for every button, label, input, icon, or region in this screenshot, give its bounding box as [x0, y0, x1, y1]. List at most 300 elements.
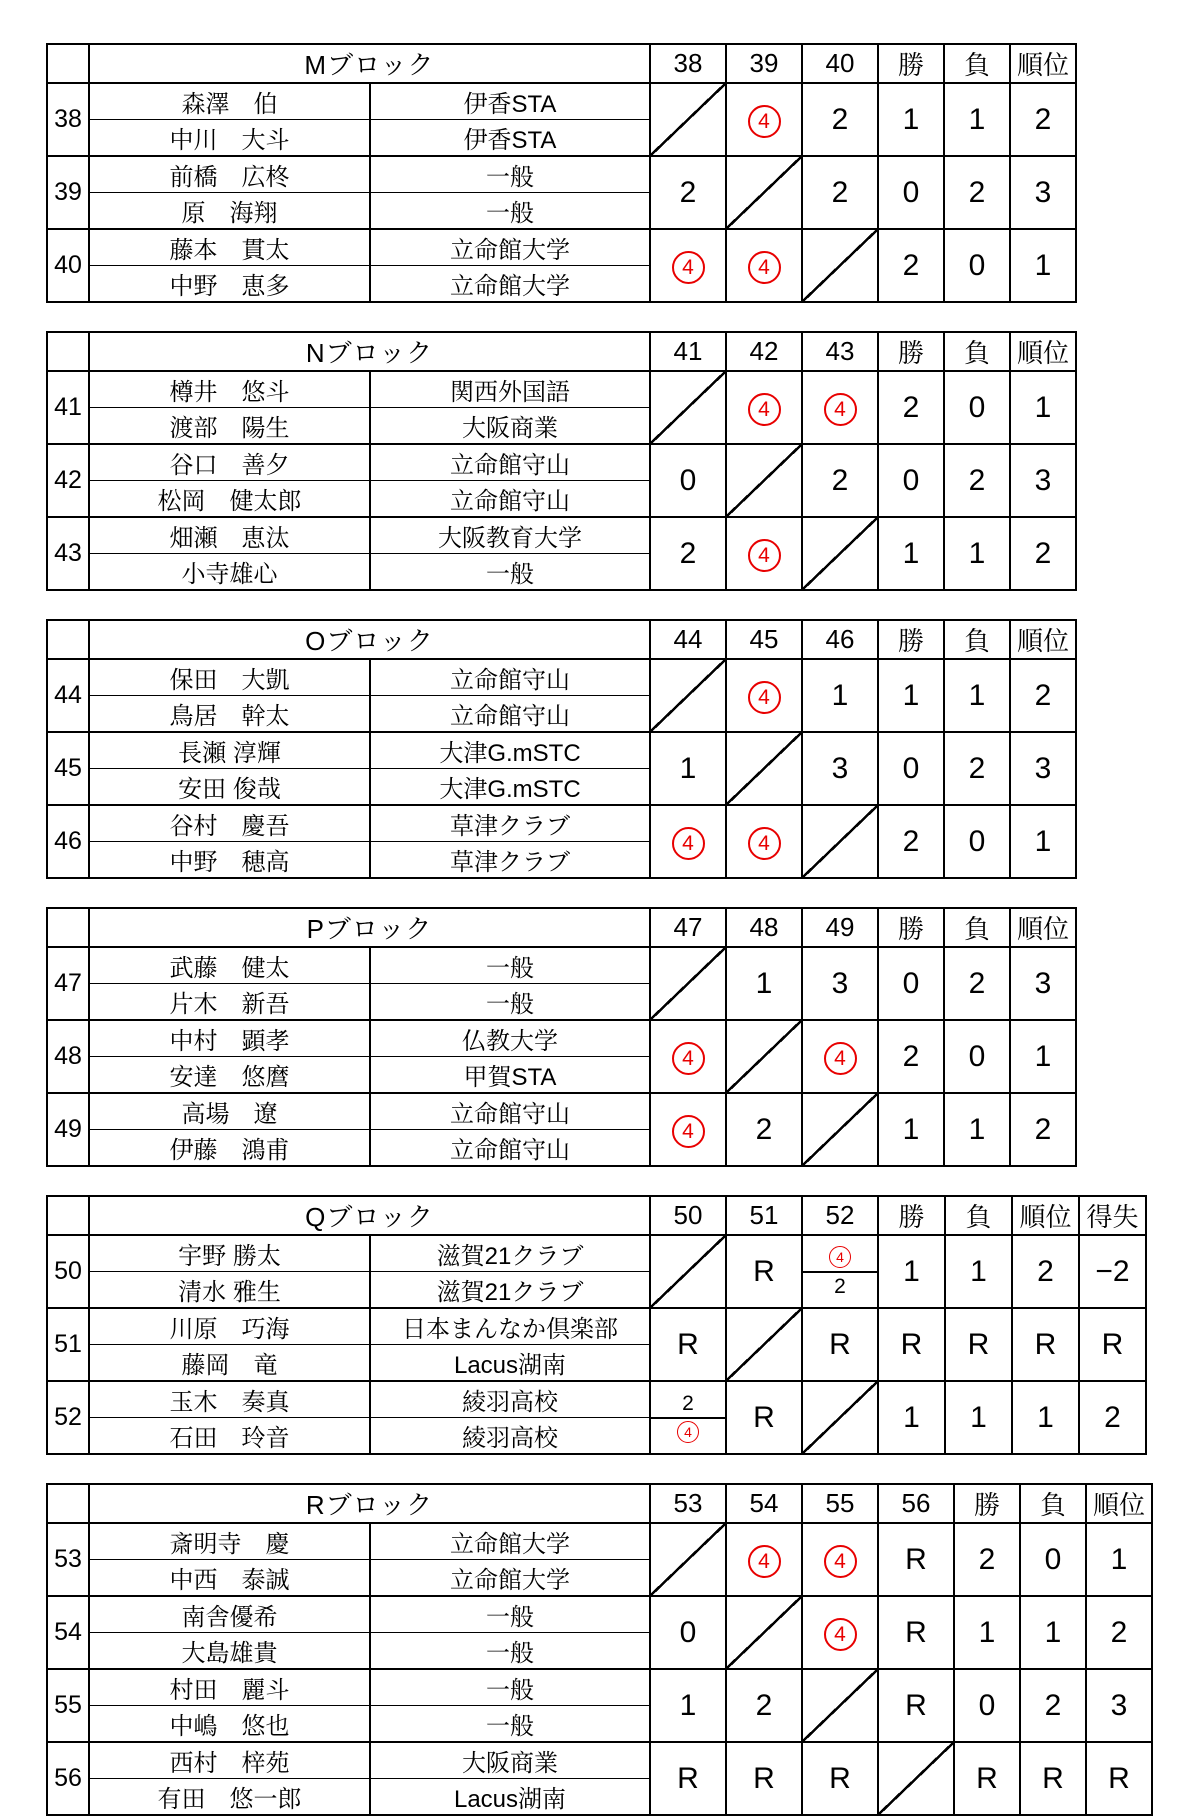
- corner-spacer: [47, 620, 89, 659]
- header-row: [47, 332, 1076, 371]
- losses-cell: 1: [944, 659, 1010, 732]
- row-number: 46: [47, 805, 89, 878]
- rank-cell: 2: [1010, 517, 1076, 590]
- player-name: 前橋 広柊: [89, 156, 370, 193]
- team-name: 大津G.mSTC: [370, 769, 650, 806]
- team-row: [47, 444, 1076, 481]
- block-title: Rブロック: [89, 1484, 650, 1523]
- player-name: 樽井 悠斗: [89, 371, 370, 408]
- match-col-header: 46: [802, 620, 878, 659]
- match-result: 1: [679, 751, 697, 785]
- match-cell: [726, 1742, 802, 1815]
- circled-4: 4: [824, 1618, 857, 1651]
- diagonal-cell: [726, 1308, 802, 1381]
- match-result: 1: [755, 966, 773, 1000]
- losses-cell: 2: [1020, 1669, 1086, 1742]
- match-cell: [650, 805, 726, 878]
- player-name: 谷口 善夕: [89, 444, 370, 481]
- team-name: 伊香STA: [370, 120, 650, 157]
- stat-header: 負: [945, 1196, 1012, 1235]
- header-row: [47, 44, 1076, 83]
- team-name: 一般: [370, 947, 650, 984]
- team-name: Lacus湖南: [370, 1345, 650, 1382]
- wins-cell: 1: [878, 83, 944, 156]
- match-cell: [802, 1523, 878, 1596]
- team-name: 立命館守山: [370, 444, 650, 481]
- player-name: 石田 玲音: [89, 1418, 370, 1455]
- match-cell: [650, 444, 726, 517]
- player-name: 宇野 勝太: [89, 1235, 370, 1272]
- stat-header: 順位: [1010, 908, 1076, 947]
- losses-cell: 2: [944, 444, 1010, 517]
- match-cell: [726, 1093, 802, 1166]
- rank-cell: 3: [1086, 1669, 1152, 1742]
- match-cell: [650, 732, 726, 805]
- split-top-half: [651, 1390, 725, 1419]
- player-name: 保田 大凱: [89, 659, 370, 696]
- player-name: 片木 新吾: [89, 984, 370, 1021]
- wins-cell: 2: [878, 1020, 944, 1093]
- match-cell: [802, 1596, 878, 1669]
- team-name: 滋賀21クラブ: [370, 1272, 650, 1309]
- diagonal-cell: [802, 805, 878, 878]
- rank-cell: 1: [1010, 371, 1076, 444]
- header-row: [47, 1196, 1146, 1235]
- stat-header: 順位: [1010, 44, 1076, 83]
- team-name: 一般: [370, 984, 650, 1021]
- rank-cell: 3: [1010, 947, 1076, 1020]
- rank-cell: 1: [1010, 1020, 1076, 1093]
- team-row: [47, 1020, 1076, 1057]
- losses-cell: 1: [945, 1381, 1012, 1454]
- player-name: 中川 大斗: [89, 120, 370, 157]
- diagonal-cell: [726, 444, 802, 517]
- losses-cell: 2: [944, 156, 1010, 229]
- player-name: 高場 遼: [89, 1093, 370, 1130]
- match-cell: [802, 444, 878, 517]
- player-name: 渡部 陽生: [89, 408, 370, 445]
- block-title: Oブロック: [89, 620, 650, 659]
- rank-cell: 1: [1012, 1381, 1079, 1454]
- match-col-header: 52: [802, 1196, 878, 1235]
- player-name: 中野 穂高: [89, 842, 370, 879]
- match-col-header: 43: [802, 332, 878, 371]
- circled-4: 4: [672, 251, 705, 284]
- row-number: 50: [47, 1235, 89, 1308]
- stat-header: 負: [1020, 1484, 1086, 1523]
- team-name: 一般: [370, 1669, 650, 1706]
- team-name: 立命館大学: [370, 1523, 650, 1560]
- match-cell: [878, 1596, 954, 1669]
- rank-cell: R: [1086, 1742, 1152, 1815]
- losses-cell: 2: [944, 947, 1010, 1020]
- match-result: 3: [831, 751, 849, 785]
- match-result: R: [753, 1761, 775, 1795]
- match-cell: [802, 1742, 878, 1815]
- circled-4: 4: [748, 393, 781, 426]
- match-col-header: 39: [726, 44, 802, 83]
- match-col-header: 49: [802, 908, 878, 947]
- rank-cell: 3: [1010, 732, 1076, 805]
- match-col-header: 56: [878, 1484, 954, 1523]
- losses-cell: 2: [944, 732, 1010, 805]
- row-number: 56: [47, 1742, 89, 1815]
- rank-cell: 2: [1010, 1093, 1076, 1166]
- diagonal-cell: [802, 517, 878, 590]
- match-result: R: [677, 1761, 699, 1795]
- match-result: R: [905, 1688, 927, 1722]
- circled-4: 4: [748, 251, 781, 284]
- diagonal-cell: [802, 229, 878, 302]
- circled-4: 4: [748, 827, 781, 860]
- header-row: [47, 908, 1076, 947]
- diagonal-cell: [726, 156, 802, 229]
- match-result: R: [905, 1542, 927, 1576]
- match-col-header: 48: [726, 908, 802, 947]
- team-name: 綾羽高校: [370, 1381, 650, 1418]
- match-cell: [726, 1523, 802, 1596]
- rank-cell: 1: [1086, 1523, 1152, 1596]
- team-name: 日本まんなか倶楽部: [370, 1308, 650, 1345]
- losses-cell: 0: [944, 371, 1010, 444]
- team-name: 甲賀STA: [370, 1057, 650, 1094]
- match-cell: [802, 156, 878, 229]
- match-result: R: [829, 1761, 851, 1795]
- match-cell: [650, 517, 726, 590]
- block-P: [46, 907, 1077, 1167]
- player-name: 藤本 貫太: [89, 229, 370, 266]
- wins-cell: 2: [878, 371, 944, 444]
- player-name: 武藤 健太: [89, 947, 370, 984]
- corner-spacer: [47, 1484, 89, 1523]
- team-name: 一般: [370, 1633, 650, 1670]
- diagonal-cell: [650, 1235, 726, 1308]
- circled-4: 4: [677, 1421, 699, 1443]
- team-name: 立命館守山: [370, 696, 650, 733]
- team-row: [47, 1308, 1146, 1345]
- wins-cell: 2: [878, 229, 944, 302]
- match-col-header: 45: [726, 620, 802, 659]
- match-col-header: 53: [650, 1484, 726, 1523]
- match-cell: [650, 1596, 726, 1669]
- team-row: [47, 83, 1076, 120]
- team-row: [47, 1669, 1152, 1706]
- circled-4: 4: [672, 1115, 705, 1148]
- header-row: [47, 1484, 1152, 1523]
- team-name: 大阪商業: [370, 408, 650, 445]
- diagonal-cell: [650, 659, 726, 732]
- team-name: 一般: [370, 156, 650, 193]
- diagonal-cell: [650, 371, 726, 444]
- match-cell: [802, 1308, 878, 1381]
- player-name: 中村 顕孝: [89, 1020, 370, 1057]
- player-name: 松岡 健太郎: [89, 481, 370, 518]
- match-col-header: 44: [650, 620, 726, 659]
- team-row: [47, 1523, 1152, 1560]
- match-result: 2: [831, 175, 849, 209]
- circled-4: 4: [748, 105, 781, 138]
- stat-header: 勝: [878, 620, 944, 659]
- match-cell: [726, 805, 802, 878]
- team-name: 草津クラブ: [370, 842, 650, 879]
- match-cell: [650, 1093, 726, 1166]
- circled-4: 4: [829, 1246, 851, 1268]
- match-result: 0: [679, 463, 697, 497]
- circled-4: 4: [748, 1545, 781, 1578]
- diagonal-cell: [802, 1093, 878, 1166]
- row-number: 41: [47, 371, 89, 444]
- match-col-header: 42: [726, 332, 802, 371]
- team-name: 一般: [370, 1596, 650, 1633]
- row-number: 51: [47, 1308, 89, 1381]
- team-row: [47, 805, 1076, 842]
- diff-cell: R: [1079, 1308, 1146, 1381]
- block-title: Nブロック: [89, 332, 650, 371]
- player-name: 西村 梓苑: [89, 1742, 370, 1779]
- team-row: [47, 947, 1076, 984]
- losses-cell: 1: [944, 83, 1010, 156]
- team-name: 関西外国語: [370, 371, 650, 408]
- split-bot-half: [803, 1273, 877, 1300]
- team-row: [47, 732, 1076, 769]
- player-name: 谷村 慶吾: [89, 805, 370, 842]
- match-cell: [726, 659, 802, 732]
- row-number: 42: [47, 444, 89, 517]
- losses-cell: 1: [944, 517, 1010, 590]
- team-name: 草津クラブ: [370, 805, 650, 842]
- player-name: 清水 雅生: [89, 1272, 370, 1309]
- match-cell: [802, 371, 878, 444]
- rank-cell: 1: [1010, 229, 1076, 302]
- match-cell: [650, 1020, 726, 1093]
- match-cell: [726, 83, 802, 156]
- team-name: 伊香STA: [370, 83, 650, 120]
- team-name: 立命館守山: [370, 1130, 650, 1167]
- match-col-header: 47: [650, 908, 726, 947]
- corner-spacer: [47, 44, 89, 83]
- losses-cell: 1: [1020, 1596, 1086, 1669]
- match-result: 2: [682, 1391, 694, 1415]
- match-result: R: [677, 1327, 699, 1361]
- diagonal-cell: [802, 1381, 878, 1454]
- block-N: [46, 331, 1077, 591]
- stat-header: 勝: [954, 1484, 1020, 1523]
- team-row: [47, 1235, 1146, 1272]
- stat-header: 得失: [1079, 1196, 1146, 1235]
- match-col-header: 41: [650, 332, 726, 371]
- team-name: 立命館大学: [370, 229, 650, 266]
- wins-cell: 1: [878, 1093, 944, 1166]
- team-name: 一般: [370, 1706, 650, 1743]
- row-number: 40: [47, 229, 89, 302]
- match-cell: [726, 1669, 802, 1742]
- wins-cell: 0: [878, 444, 944, 517]
- row-number: 53: [47, 1523, 89, 1596]
- match-cell: [802, 659, 878, 732]
- team-name: 一般: [370, 554, 650, 591]
- split-bot-half: [651, 1419, 725, 1446]
- match-cell: [878, 1669, 954, 1742]
- player-name: 南舎優希: [89, 1596, 370, 1633]
- rank-cell: 2: [1012, 1235, 1079, 1308]
- corner-spacer: [47, 908, 89, 947]
- stat-header: 負: [944, 620, 1010, 659]
- match-col-header: 50: [650, 1196, 726, 1235]
- team-name: 立命館守山: [370, 1093, 650, 1130]
- team-row: [47, 156, 1076, 193]
- row-number: 54: [47, 1596, 89, 1669]
- circled-4: 4: [672, 827, 705, 860]
- match-result: 2: [679, 175, 697, 209]
- stat-header: 負: [944, 44, 1010, 83]
- match-cell: [726, 1381, 802, 1454]
- wins-cell: R: [878, 1308, 945, 1381]
- match-result: 0: [679, 1615, 697, 1649]
- diagonal-cell: [878, 1742, 954, 1815]
- team-row: [47, 1093, 1076, 1130]
- rank-cell: R: [1012, 1308, 1079, 1381]
- match-cell: [726, 1235, 802, 1308]
- diagonal-cell: [726, 1020, 802, 1093]
- match-result: 2: [755, 1112, 773, 1146]
- player-name: 鳥居 幹太: [89, 696, 370, 733]
- match-cell: [802, 83, 878, 156]
- diff-cell: −2: [1079, 1235, 1146, 1308]
- match-result: R: [905, 1615, 927, 1649]
- player-name: 有田 悠一郎: [89, 1779, 370, 1816]
- row-number: 43: [47, 517, 89, 590]
- wins-cell: 1: [954, 1596, 1020, 1669]
- match-col-header: 54: [726, 1484, 802, 1523]
- match-cell: [802, 732, 878, 805]
- team-row: [47, 1381, 1146, 1418]
- player-name: 畑瀬 恵汰: [89, 517, 370, 554]
- circled-4: 4: [824, 393, 857, 426]
- player-name: 原 海翔: [89, 193, 370, 230]
- team-name: 滋賀21クラブ: [370, 1235, 650, 1272]
- match-cell: [802, 1020, 878, 1093]
- wins-cell: 0: [878, 732, 944, 805]
- match-result: 3: [831, 966, 849, 1000]
- corner-spacer: [47, 332, 89, 371]
- match-cell: [726, 229, 802, 302]
- match-cell: [650, 1742, 726, 1815]
- circled-4: 4: [748, 539, 781, 572]
- row-number: 49: [47, 1093, 89, 1166]
- row-number: 44: [47, 659, 89, 732]
- player-name: 大島雄貴: [89, 1633, 370, 1670]
- losses-cell: 1: [945, 1235, 1012, 1308]
- match-result: 1: [831, 678, 849, 712]
- circled-4: 4: [672, 1042, 705, 1075]
- diagonal-cell: [650, 83, 726, 156]
- team-name: 立命館大学: [370, 1560, 650, 1597]
- row-number: 38: [47, 83, 89, 156]
- losses-cell: 0: [944, 805, 1010, 878]
- wins-cell: 2: [878, 805, 944, 878]
- team-name: 立命館大学: [370, 266, 650, 303]
- stat-header: 順位: [1012, 1196, 1079, 1235]
- block-M: [46, 43, 1077, 303]
- match-result: R: [753, 1254, 775, 1288]
- team-name: Lacus湖南: [370, 1779, 650, 1816]
- stat-header: 順位: [1010, 332, 1076, 371]
- player-name: 藤岡 竜: [89, 1345, 370, 1382]
- diagonal-cell: [650, 1523, 726, 1596]
- stat-header: 負: [944, 908, 1010, 947]
- stat-header: 勝: [878, 1196, 945, 1235]
- losses-cell: 0: [1020, 1523, 1086, 1596]
- team-name: 立命館守山: [370, 481, 650, 518]
- stat-header: 順位: [1086, 1484, 1152, 1523]
- wins-cell: 0: [878, 156, 944, 229]
- match-result: 2: [834, 1274, 846, 1298]
- team-name: 大阪商業: [370, 1742, 650, 1779]
- diagonal-cell: [726, 732, 802, 805]
- player-name: 長瀬 淳輝: [89, 732, 370, 769]
- team-row: [47, 371, 1076, 408]
- wins-cell: 2: [954, 1523, 1020, 1596]
- row-number: 39: [47, 156, 89, 229]
- team-row: [47, 517, 1076, 554]
- losses-cell: 1: [944, 1093, 1010, 1166]
- team-row: [47, 1596, 1152, 1633]
- wins-cell: 1: [878, 1235, 945, 1308]
- circled-4: 4: [748, 681, 781, 714]
- match-cell: [650, 229, 726, 302]
- row-number: 52: [47, 1381, 89, 1454]
- block-Q: [46, 1195, 1147, 1455]
- wins-cell: 1: [878, 517, 944, 590]
- rank-cell: 3: [1010, 156, 1076, 229]
- match-col-header: 51: [726, 1196, 802, 1235]
- stat-header: 順位: [1010, 620, 1076, 659]
- match-col-header: 38: [650, 44, 726, 83]
- player-name: 中嶋 悠也: [89, 1706, 370, 1743]
- split-match-cell: [802, 1235, 878, 1308]
- player-name: 安田 俊哉: [89, 769, 370, 806]
- match-cell: [726, 517, 802, 590]
- match-result: R: [753, 1400, 775, 1434]
- player-name: 森澤 伯: [89, 83, 370, 120]
- player-name: 伊藤 鴻甫: [89, 1130, 370, 1167]
- block-title: Mブロック: [89, 44, 650, 83]
- team-row: [47, 1742, 1152, 1779]
- circled-4: 4: [824, 1042, 857, 1075]
- team-name: 立命館守山: [370, 659, 650, 696]
- team-name: 一般: [370, 193, 650, 230]
- team-name: 大阪教育大学: [370, 517, 650, 554]
- stat-header: 勝: [878, 44, 944, 83]
- row-number: 48: [47, 1020, 89, 1093]
- losses-cell: R: [945, 1308, 1012, 1381]
- stat-header: 勝: [878, 908, 944, 947]
- circled-4: 4: [824, 1545, 857, 1578]
- diff-cell: 2: [1079, 1381, 1146, 1454]
- match-result: 2: [831, 463, 849, 497]
- block-title: Pブロック: [89, 908, 650, 947]
- row-number: 45: [47, 732, 89, 805]
- losses-cell: 0: [944, 1020, 1010, 1093]
- row-number: 55: [47, 1669, 89, 1742]
- player-name: 玉木 奏真: [89, 1381, 370, 1418]
- losses-cell: 0: [944, 229, 1010, 302]
- losses-cell: R: [1020, 1742, 1086, 1815]
- stat-header: 勝: [878, 332, 944, 371]
- player-name: 中野 恵多: [89, 266, 370, 303]
- match-result: 2: [679, 536, 697, 570]
- match-result: 2: [831, 102, 849, 136]
